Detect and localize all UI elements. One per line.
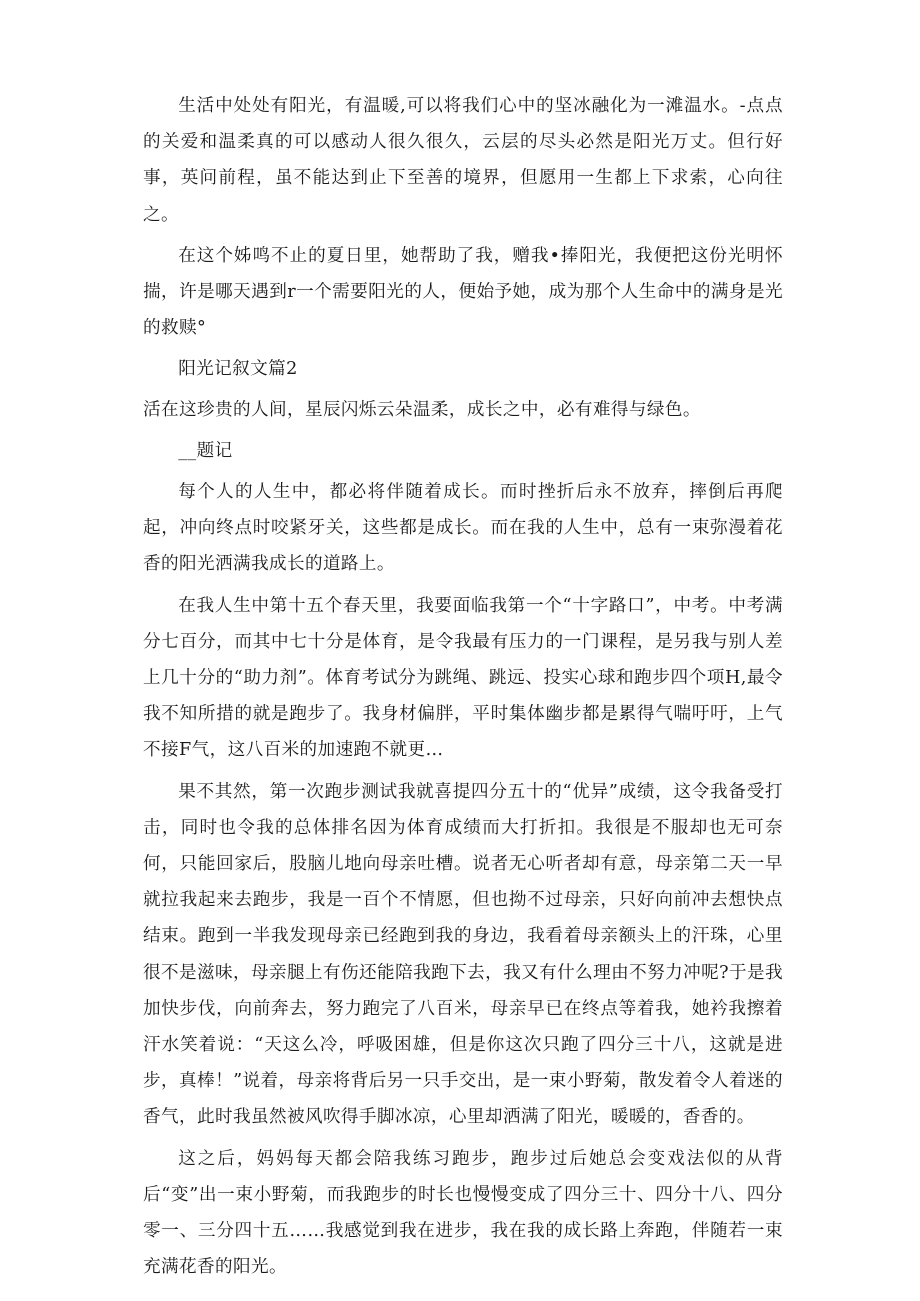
epigraph-attribution: __题记 <box>178 440 233 461</box>
paragraph-sunshine-intro: 生活中处处有阳光，有温暖,可以将我们心中的坚冰融化为一滩温水。-点点的关爱和温柔真的可以感动人很久很久，云层的尽头必然是阳光万丈。但行好事，英问前程，虽不能达到止下至善的境界，但愿用一生都上下求索，心向往之。 <box>143 96 783 225</box>
section-heading: 阳光记叙文篇2 <box>178 359 298 380</box>
document-body <box>143 88 783 1291</box>
paragraph-growth: 每个人的人生中，都必将伴随着成长。而时挫折后永不放弃，摔倒后再爬起，冲向终点时咬紧牙关，这些都是成长。而在我的人生中，总有一束弥漫着花香的阳光洒满我成长的道路上。 <box>143 482 783 575</box>
paragraph-first-run: 果不其然，第一次跑步测试我就喜提四分五十的“优异”成绩，这令我备受打击，同时也令我的总体排名因为体育成绩而大打折扣。我很是不服却也无可奈何，只能回家后，股脑儿地向母亲吐槽。说者无心听者却有意，母亲第二天一早就拉我起来去跑步，我是一百个不情愿，但也拗不过母亲，只好向前冲去想快点结束。跑到一半我发现母亲已经跑到我的身边，我看着母亲额头上的汗珠，心里很不是滋味，母亲腿上有伤还能陪我跑下去，我又有什么理由不努力冲呢?于是我加快步伐，向前奔去，努力跑完了八百米，母亲早已在终点等着我，她衿我擦着汗水笑着说：“天这么冷，呼吸困雄，但是你这次只跑了四分三十八，这就是进步，真棒！”说着，母亲将背后另一只手交出，是一束小野菊，散发着令人着迷的香气，此时我虽然被风吹得手脚冰凉，心里却洒满了阳光，暖暖的，香香的。 <box>143 781 783 1128</box>
epigraph-text: 活在这珍贵的人间，星辰闪烁云朵温柔，成长之中，必有难得与绿色。 <box>143 399 701 420</box>
paragraph-exam: 在我人生中第十五个春天里，我要面临我第一个“十字路口”，中考。中考满分七百分，而其中七十分是体育，是令我最有压力的一门课程，是另我与别人差上几十分的“助力剂”。体育考试分为跳绳、跳远、投实心球和跑步四个项H,最令我不知所措的就是跑步了。我身材偏胖，平时集体幽步都是累得气喘吁吁，上气不接F气，这八百米的加速跑不就更… <box>143 595 783 761</box>
paragraph-progress: 这之后，妈妈每天都会陪我练习跑步，跑步过后她总会变戏法似的从背后“变”出一束小野菊，而我跑步的时长也慢慢变成了四分三十、四分十八、四分零一、三分四十五……我感觉到我在进步，我在我的成长路上奔跑，伴随若一束充满花香的阳光。 <box>143 1148 783 1278</box>
paragraph-summer-gift: 在这个姊鸣不止的夏日里，她帮助了我，赠我•捧阳光，我便把这份光明怀揣，许是哪天遇到r一个需要阳光的人，便始予她，成为那个人生命中的满身是光的救赎° <box>143 245 783 339</box>
